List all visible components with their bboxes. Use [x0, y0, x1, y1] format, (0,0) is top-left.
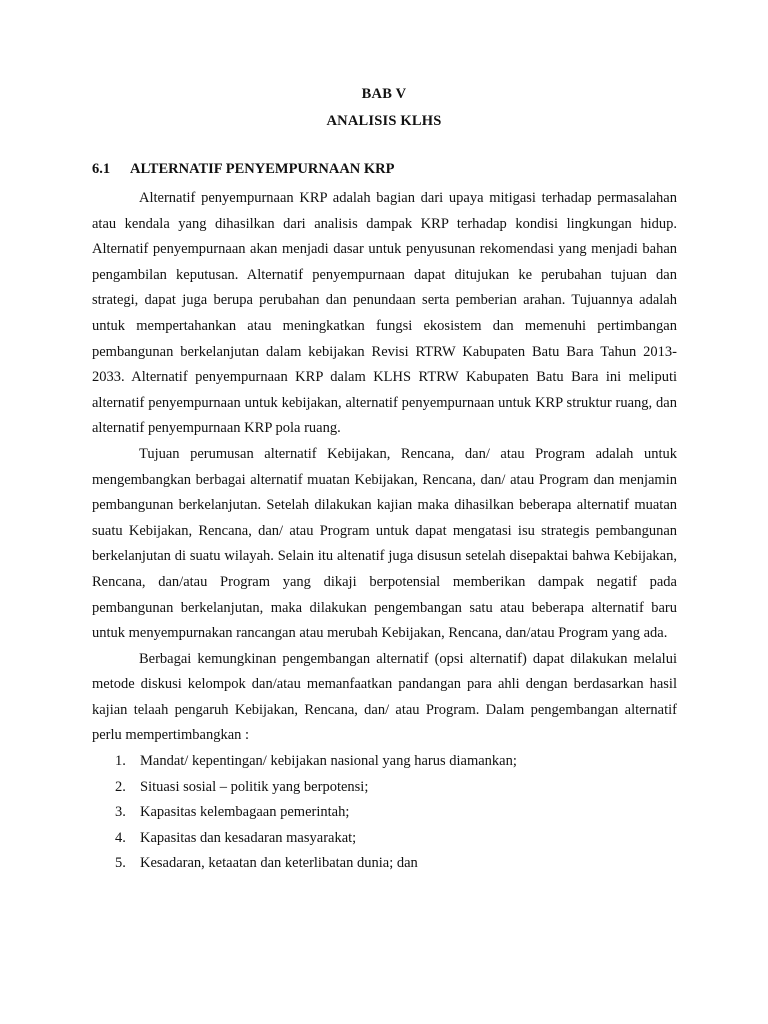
chapter-title: ANALISIS KLHS: [326, 113, 442, 129]
body-text: [92, 186, 677, 877]
list-marker: 3.: [115, 804, 126, 821]
paragraph: Alternatif penyempurnaan KRP adalah bagian dari upaya mitigasi terhadap permasalahan atau kendala yang dihasilkan dari analisis dampak KRP terhadap kondisi lingkungan hidup. Alternatif penyempurnaan akan menjadi dasar untuk penyusunan rekomendasi yang menjadi bahan pengambilan keputusan. Alternatif penyempurnaan dapat ditujukan ke perubahan tujuan dan strategi, dapat juga berupa perubahan dan penundaan serta pemberian arahan. Tujuannya adalah untuk mempertahankan atau meningkatkan fungsi ekosistem dan memenuhi pertimbangan pembangunan berkelanjutan dalam kebijakan Revisi RTRW Kabupaten Batu Bara Tahun 2013-2033. Alternatif penyempurnaan KRP dalam KLHS RTRW Kabupaten Batu Bara ini meliputi alternatif penyempurnaan untuk kebijakan, alternatif penyempurnaan untuk KRP struktur ruang, dan alternatif penyempurnaan KRP pola ruang.: [92, 190, 677, 437]
list-item-text: Kapasitas dan kesadaran masyarakat;: [140, 829, 357, 846]
list-item: [92, 800, 677, 826]
paragraph: Tujuan perumusan alternatif Kebijakan, Rencana, dan/ atau Program adalah untuk mengembangkan berbagai alternatif muatan Kebijakan, Rencana, dan/ atau Program dan menjamin pembangunan berkelanjutan. Setelah dilakukan kajian maka dihasilkan beberapa alternatif muatan suatu Kebijakan, Rencana, dan/ atau Program untuk dapat mengatasi isu strategis pembangunan berkelanjutan di suatu wilayah. Selain itu altenatif juga disusun setelah disepaktai bahwa Kebijakan, Rencana, dan/atau Program yang dikaji berpotensial memberikan dampak negatif pada pembangunan berkelanjutan, maka dilakukan pengembangan satu atau beberapa alternatif baru untuk menyempurnakan rancangan atau merubah Kebijakan, Rencana, dan/atau Program yang ada.: [92, 445, 677, 642]
section-title: ALTERNATIF PENYEMPURNAAN KRP: [130, 161, 395, 177]
list-item: [92, 775, 677, 801]
chapter-label: BAB V: [361, 86, 407, 102]
list-item-text: Mandat/ kepentingan/ kebijakan nasional yang harus diamankan;: [140, 753, 517, 770]
list-item-text: Kapasitas kelembagaan pemerintah;: [140, 804, 350, 821]
list-marker: 4.: [115, 829, 126, 846]
section-number: 6.1: [92, 161, 111, 177]
list-marker: 1.: [115, 753, 126, 770]
paragraph: Berbagai kemungkinan pengembangan alternatif (opsi alternatif) dapat dilakukan melalui metode diskusi kelompok dan/atau memanfaatkan pandangan para ahli dengan berdasarkan hasil kajian telaah pengaruh Kebijakan, Rencana, dan/ atau Program. Dalam pengembangan alternatif perlu mempertimbangkan :: [92, 650, 677, 744]
list-item: [92, 749, 677, 775]
list-item-text: Situasi sosial – politik yang berpotensi;: [140, 778, 369, 795]
section-heading: [92, 161, 395, 178]
list-marker: 2.: [115, 778, 126, 795]
list-item: [92, 851, 677, 877]
considerations-list: [92, 749, 677, 877]
list-item-text: Kesadaran, ketaatan dan keterlibatan dunia; dan: [140, 855, 418, 872]
list-item: [92, 826, 677, 852]
list-marker: 5.: [115, 855, 126, 872]
